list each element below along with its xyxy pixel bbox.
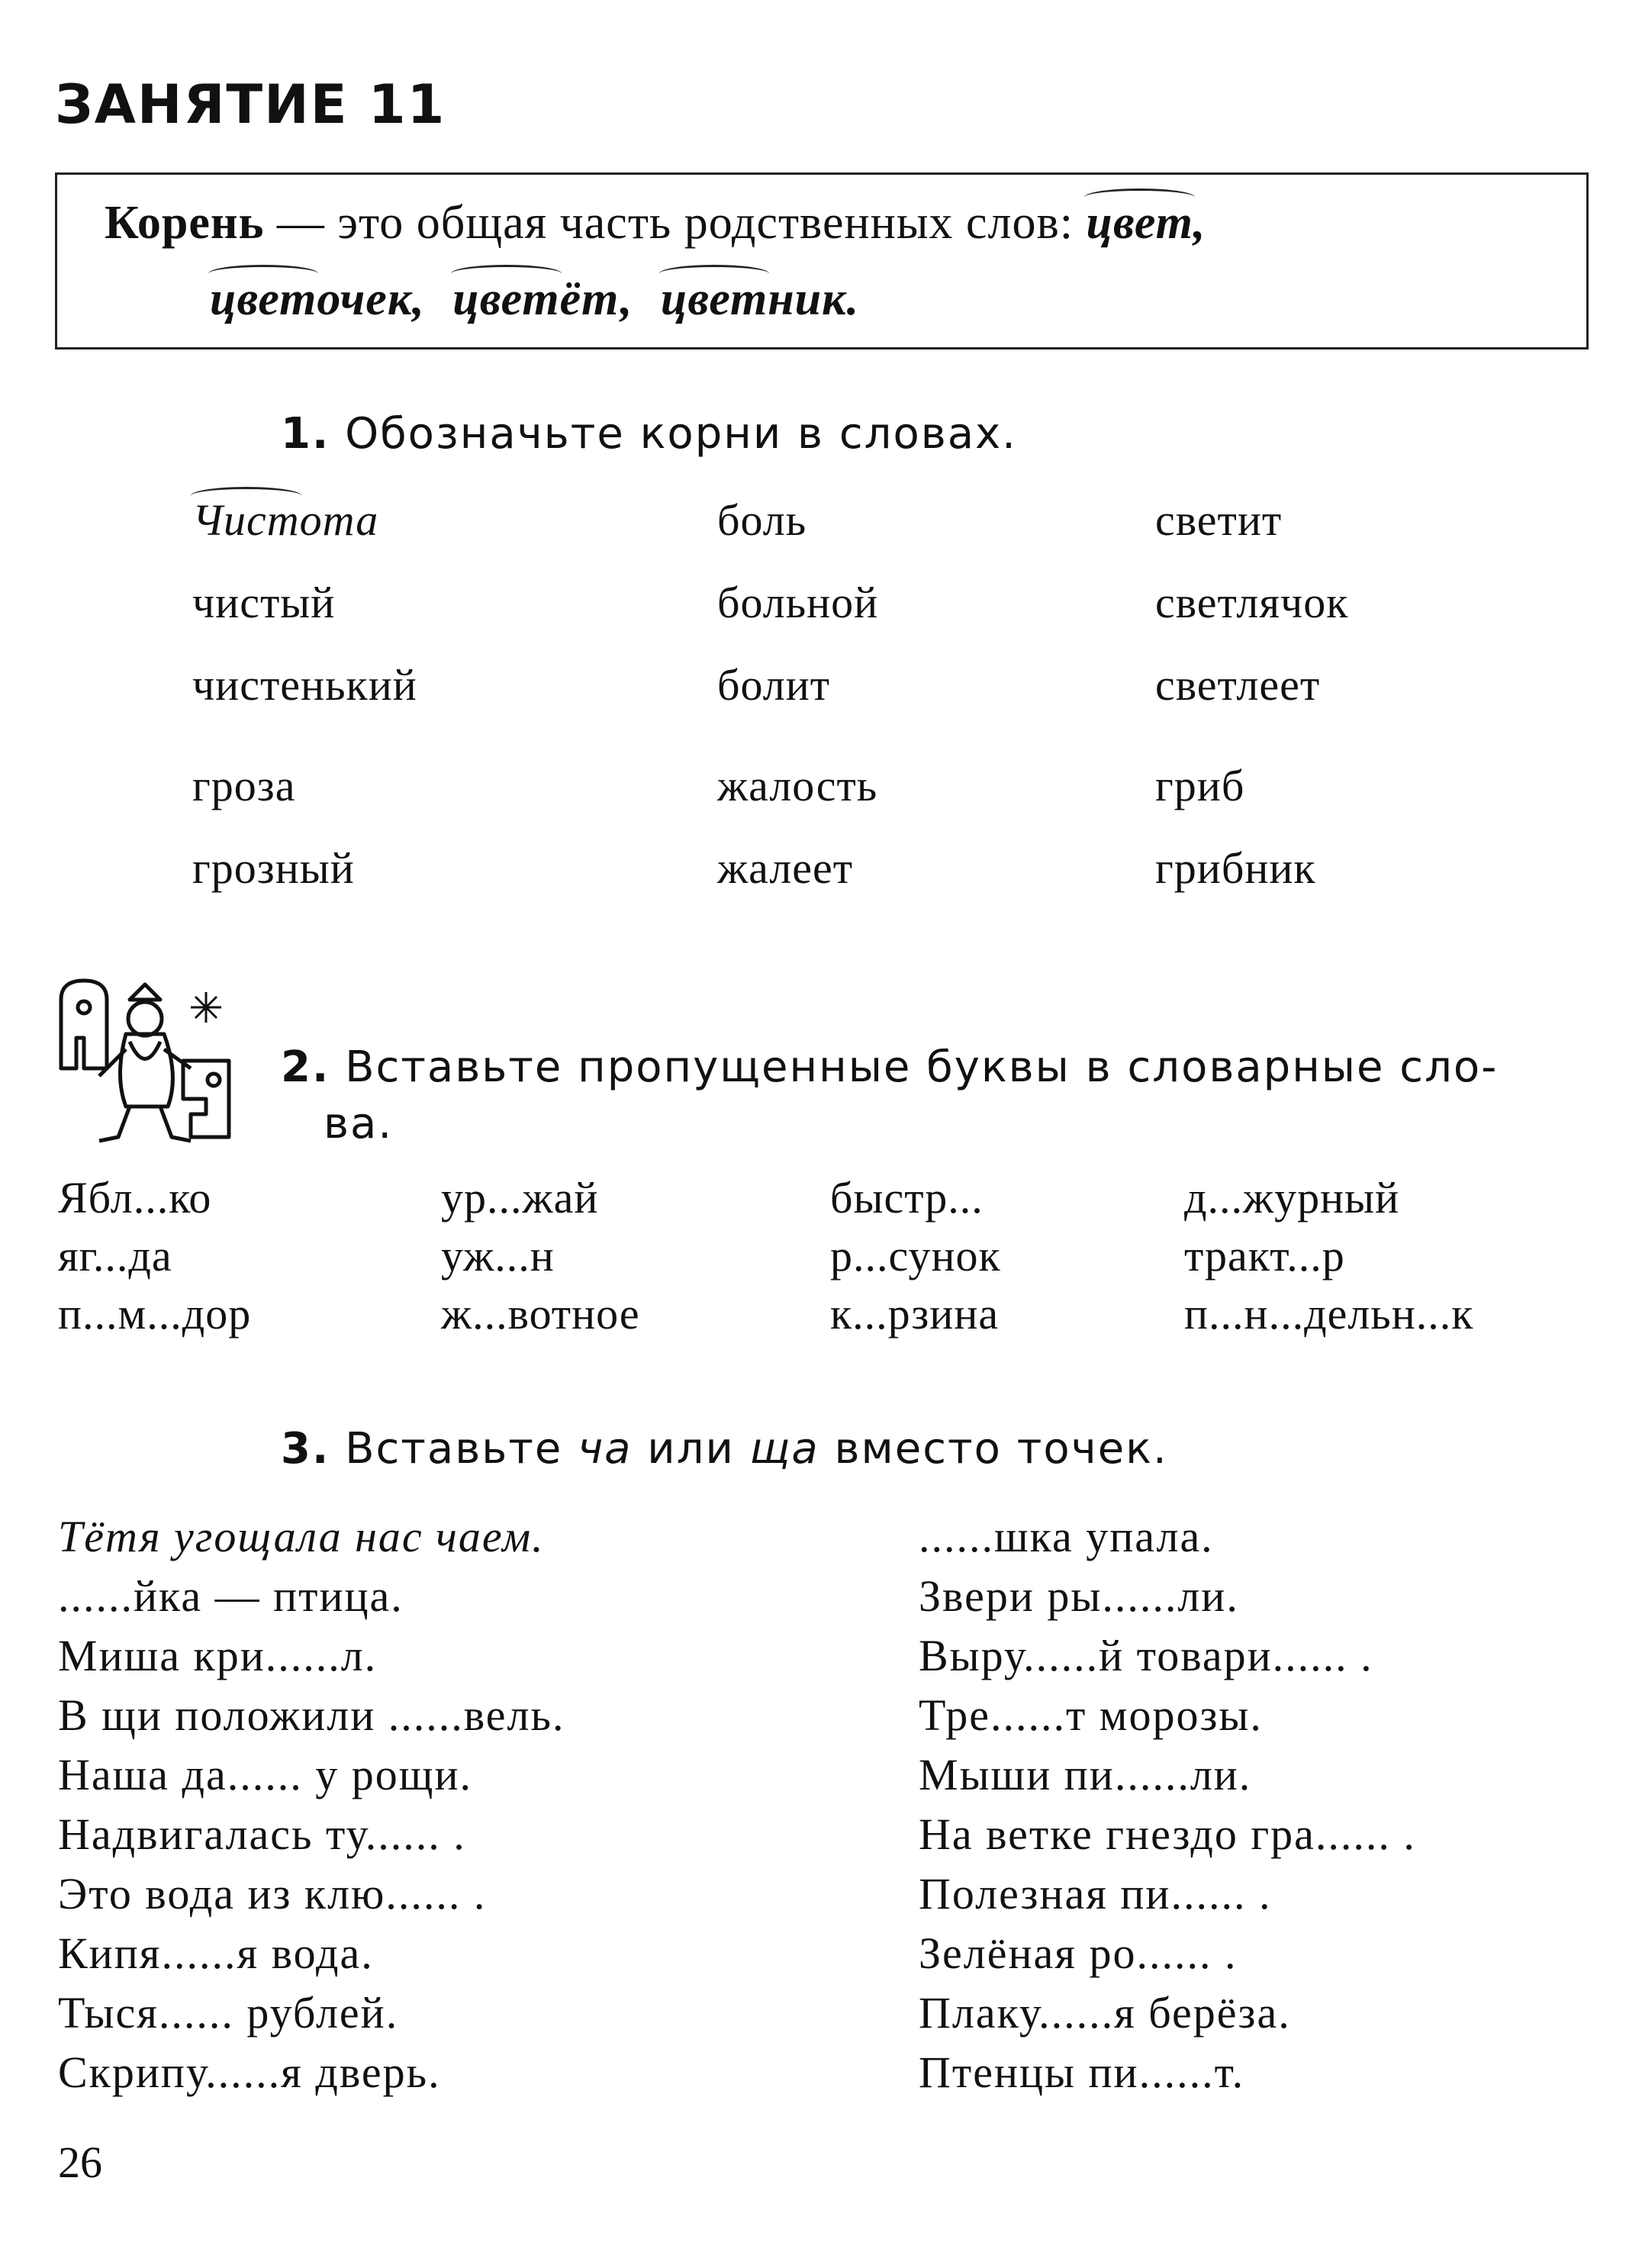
rule-example-3 — [452, 273, 633, 325]
task2-word: тракт...р — [1184, 1231, 1345, 1281]
rule-example-4 — [661, 273, 859, 325]
rule-example-3-root: цвет — [452, 273, 560, 325]
task1-word: гриб — [1155, 761, 1245, 810]
task1-word: боль — [717, 495, 807, 545]
page-number: 26 — [58, 2138, 102, 2187]
task3-sentence: Миша кри......л. — [58, 1631, 378, 1680]
task2-text-line1: Вставьте пропущенные буквы в словарные сло- — [345, 1042, 1499, 1092]
task3-sentence: Скрипу......я дверь. — [58, 2047, 441, 2097]
rule-example-4-root: цвет — [660, 273, 768, 325]
task2-word: р...сунок — [830, 1231, 1001, 1281]
task2-word: быстр... — [830, 1173, 984, 1223]
task1-word: грибник — [1155, 843, 1316, 893]
rule-example-1 — [1086, 197, 1206, 249]
rule-term: Корень — [105, 197, 265, 249]
rule-example-2 — [210, 273, 425, 325]
task3-sentence: ......йка — птица. — [58, 1571, 404, 1621]
rule-example-3-rest: ёт, — [559, 273, 633, 325]
task3-sentence: Плаку......я берёза. — [919, 1988, 1291, 2038]
task3-number: 3. — [281, 1424, 330, 1474]
task3-text-post: вместо точек. — [819, 1424, 1168, 1474]
rule-line-1 — [105, 196, 1206, 250]
task3-sentence: На ветке гнездо гра...... . — [919, 1809, 1416, 1859]
task2-word: уж...н — [441, 1231, 555, 1281]
task2-word: к...рзина — [830, 1289, 1000, 1339]
task1-word: чистый — [192, 578, 336, 627]
rule-example-2-rest: очек, — [317, 273, 425, 325]
task2-word: яг...да — [58, 1231, 172, 1281]
rule-example-2-root: цвет — [210, 273, 317, 325]
gnome-with-letters-illustration — [53, 977, 244, 1152]
task1-text: Обозначьте корни в словах. — [345, 409, 1017, 459]
task2-text-line2: ва. — [324, 1099, 394, 1148]
task3-sentence: Кипя......я вода. — [58, 1928, 374, 1978]
task2-word: п...н...дельн...к — [1184, 1289, 1474, 1339]
task2-word: ж...вотное — [441, 1289, 640, 1339]
task3-sentence: Это вода из клю...... . — [58, 1869, 487, 1918]
task1-word: гроза — [192, 761, 296, 810]
task3-sentence: Зелёная ро...... . — [919, 1928, 1238, 1978]
task3-sentence: Надвигалась ту...... . — [58, 1809, 466, 1859]
rule-box — [55, 172, 1589, 350]
task2-word: ур...жай — [441, 1173, 599, 1223]
task1-word: жалеет — [717, 843, 854, 893]
task2-title — [281, 1042, 1498, 1092]
rule-example-4-rest: ник. — [768, 273, 860, 325]
lesson-title: ЗАНЯТИЕ 11 — [55, 73, 446, 136]
rule-line-2 — [210, 272, 859, 327]
task1-word: чистенький — [192, 660, 417, 710]
task3-sentence: Звери ры......ли. — [919, 1571, 1239, 1621]
task1-word: болит — [717, 660, 831, 710]
task1-example-rest: ота — [299, 495, 379, 545]
task3-sentence: Выру......й товари...... . — [919, 1631, 1373, 1680]
task1-word: светит — [1155, 495, 1283, 545]
task3-title — [281, 1424, 1168, 1474]
task1-word: жалость — [717, 761, 878, 810]
task3-sentence: ......шка упала. — [919, 1512, 1214, 1561]
task3-sentence: Птенцы пи......т. — [919, 2047, 1245, 2097]
task3-sentence: Тре......т морозы. — [919, 1690, 1263, 1740]
task1-word: светлеет — [1155, 660, 1321, 710]
task3-option-2: ща — [749, 1424, 819, 1474]
task1-word: грозный — [192, 843, 355, 893]
task2-word: Ябл...ко — [58, 1173, 212, 1223]
task1-word-example — [192, 495, 378, 546]
task1-number: 1. — [281, 409, 330, 459]
task3-sentence: Мыши пи......ли. — [919, 1750, 1252, 1799]
rule-example-1-root: цвет — [1086, 197, 1193, 249]
task3-sentence: В щи положили ......вель. — [58, 1690, 565, 1740]
task3-option-1: ча — [578, 1424, 633, 1474]
task3-sentence: Наша да...... у рощи. — [58, 1750, 472, 1799]
task1-word: светлячок — [1155, 578, 1349, 627]
task3-text-mid: или — [632, 1424, 750, 1474]
task3-sentence: Тыся...... рублей. — [58, 1988, 399, 2038]
task1-example-root: Чист — [192, 495, 300, 545]
task2-word: п...м...дор — [58, 1289, 252, 1339]
task1-word: больной — [717, 578, 879, 627]
task3-text-pre: Вставьте — [345, 1424, 578, 1474]
task2-number: 2. — [281, 1042, 330, 1092]
rule-example-1-rest: , — [1193, 197, 1206, 249]
task3-sentence: Полезная пи...... . — [919, 1869, 1272, 1918]
task2-word: д...журный — [1184, 1173, 1400, 1223]
rule-text: — это общая часть родственных слов: — [264, 197, 1087, 249]
task1-title — [281, 409, 1017, 459]
task3-example-sentence: Тётя угощала нас чаем. — [58, 1512, 545, 1561]
